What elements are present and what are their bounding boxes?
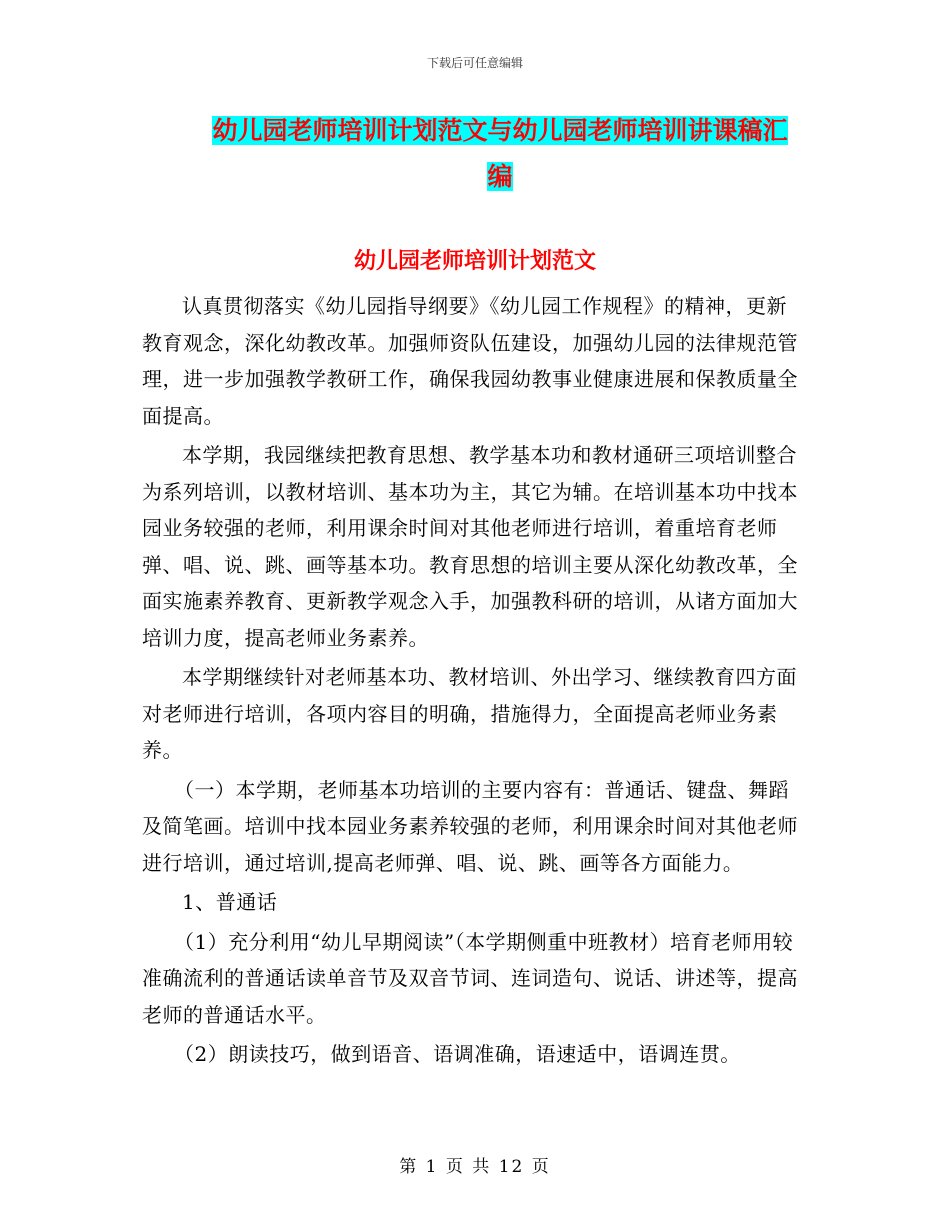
document-title (195, 108, 805, 200)
paragraph: （2）朗读技巧，做到语音、语调准确，语速适中，语调连贯。 (174, 1042, 741, 1066)
title-line-2: 编 (487, 162, 513, 191)
document-body (142, 288, 806, 1076)
paragraph: 本学期，我园继续把教育思想、教学基本功和教材通研三项培训整合为系列培训，以教材培训、基本功为主，其它为辅。在培训基本功中找本园业务较强的老师，利用课余时间对其他老师进行培训，着重培育老师弹、唱、说、跳、画等基本功。教育思想的培训主要从深化幼教改革，全面实施素养教育、更新教学观念入手，加强教科研的培训，从诸方面加大培训力度，提高老师业务素养。 (142, 443, 798, 650)
title-line-1: 幼儿园老师培训计划范文与幼儿园老师培训讲课稿汇 (212, 116, 788, 145)
page-number: 第 1 页 共 12 页 (399, 1157, 551, 1177)
paragraph: （1）充分利用“幼儿早期阅读”（本学期侧重中班教材）培育老师用较准确流利的普通话读单音节及双音节词、连词造句、说话、讲述等，提高老师的普通话水平。 (142, 929, 798, 1027)
list-heading: 1、普通话 (182, 890, 278, 914)
paragraph: 本学期继续针对老师基本功、教材培训、外出学习、继续教育四方面对老师进行培训，各项内容目的明确，措施得力，全面提高老师业务素养。 (142, 665, 797, 762)
section-title: 幼儿园老师培训计划范文 (353, 249, 596, 274)
paragraph: 认真贯彻落实《幼儿园指导纲要》《幼儿园工作规程》的精神，更新教育观念，深化幼教改革。加强师资队伍建设，加强幼儿园的法律规范管理，进一步加强教学教研工作，确保我园幼教事业健康进展和保教质量全面提高。 (142, 294, 798, 428)
paragraph: （一）本学期，老师基本功培训的主要内容有：普通话、键盘、舞蹈及简笔画。培训中找本园业务素养较强的老师，利用课余时间对其他老师进行培训，通过培训,提高老师弹、唱、说、跳、画等各方面能力。 (142, 777, 798, 875)
header-note: 下载后可任意编辑 (426, 56, 523, 70)
